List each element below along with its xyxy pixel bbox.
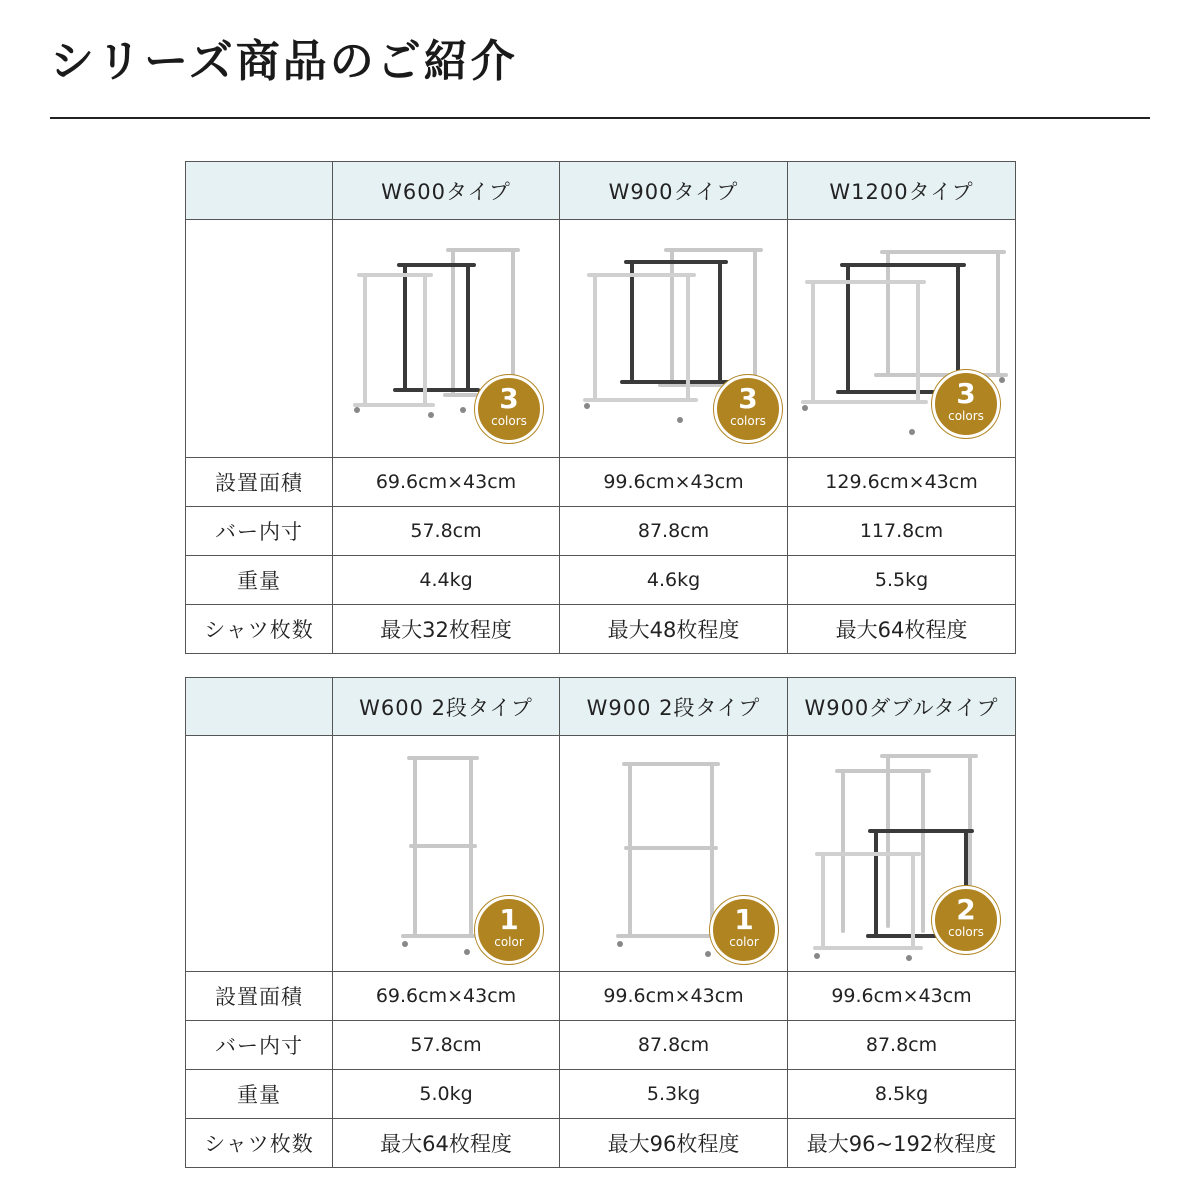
shirts-value: 最大48枚程度: [560, 605, 788, 654]
product-image-cell: [333, 220, 560, 458]
table-row-bar: [186, 1021, 1016, 1070]
row-label: シャツ枚数: [186, 1119, 333, 1168]
badge-label: colors: [730, 414, 766, 428]
title-divider: [50, 117, 1150, 119]
weight-value: 4.4kg: [333, 556, 560, 605]
product-image-cell: [560, 220, 788, 458]
bar-value: 117.8cm: [788, 507, 1016, 556]
row-label: 設置面積: [186, 972, 333, 1021]
shirts-value: 最大64枚程度: [333, 1119, 560, 1168]
shirts-value: 最大96枚程度: [560, 1119, 788, 1168]
table-row-weight: [186, 1070, 1016, 1119]
badge-number: 1: [499, 903, 519, 936]
header-blank-cell: [186, 678, 333, 736]
bar-value: 57.8cm: [333, 507, 560, 556]
badge-number: 3: [738, 382, 758, 415]
shirts-value: 最大96~192枚程度: [788, 1119, 1016, 1168]
product-name: W600タイプ: [333, 162, 560, 220]
table-row-area: [186, 972, 1016, 1021]
image-blank-cell: [186, 736, 333, 972]
row-label: バー内寸: [186, 507, 333, 556]
shirts-value: 最大32枚程度: [333, 605, 560, 654]
image-row: [186, 736, 1016, 972]
header-blank-cell: [186, 162, 333, 220]
badge-label: colors: [948, 409, 984, 423]
color-count-badge: [932, 886, 1000, 954]
weight-value: 5.0kg: [333, 1070, 560, 1119]
area-value: 99.6cm×43cm: [560, 458, 788, 507]
weight-value: 8.5kg: [788, 1070, 1016, 1119]
badge-number: 2: [956, 893, 976, 926]
row-label: 設置面積: [186, 458, 333, 507]
weight-value: 5.3kg: [560, 1070, 788, 1119]
table-row-shirts: [186, 605, 1016, 654]
shirts-value: 最大64枚程度: [788, 605, 1016, 654]
badge-number: 1: [734, 903, 754, 936]
table-header-row: [186, 162, 1016, 220]
badge-label: color: [494, 935, 524, 949]
bar-value: 87.8cm: [560, 507, 788, 556]
table-row-area: [186, 458, 1016, 507]
badge-label: colors: [491, 414, 527, 428]
product-image-cell: [560, 736, 788, 972]
spec-table-standard: [185, 161, 1016, 654]
bar-value: 87.8cm: [788, 1021, 1016, 1070]
row-label: 重量: [186, 1070, 333, 1119]
product-name: W900ダブルタイプ: [788, 678, 1016, 736]
row-label: 重量: [186, 556, 333, 605]
product-name: W900タイプ: [560, 162, 788, 220]
color-count-badge: [475, 375, 543, 443]
image-row: [186, 220, 1016, 458]
weight-value: 4.6kg: [560, 556, 788, 605]
color-count-badge: [710, 896, 778, 964]
badge-number: 3: [956, 377, 976, 410]
area-value: 99.6cm×43cm: [788, 972, 1016, 1021]
product-name: W600 2段タイプ: [333, 678, 560, 736]
badge-label: color: [729, 935, 759, 949]
badge-label: colors: [948, 925, 984, 939]
product-image-cell: [788, 736, 1016, 972]
product-name: W900 2段タイプ: [560, 678, 788, 736]
area-value: 129.6cm×43cm: [788, 458, 1016, 507]
area-value: 69.6cm×43cm: [333, 458, 560, 507]
color-count-badge: [475, 896, 543, 964]
area-value: 69.6cm×43cm: [333, 972, 560, 1021]
table-row-shirts: [186, 1119, 1016, 1168]
color-count-badge: [932, 370, 1000, 438]
weight-value: 5.5kg: [788, 556, 1016, 605]
table-header-row: [186, 678, 1016, 736]
page-title: シリーズ商品のご紹介: [50, 36, 518, 87]
color-count-badge: [714, 375, 782, 443]
bar-value: 57.8cm: [333, 1021, 560, 1070]
badge-number: 3: [499, 382, 519, 415]
row-label: バー内寸: [186, 1021, 333, 1070]
product-image-cell: [788, 220, 1016, 458]
product-image-cell: [333, 736, 560, 972]
product-name: W1200タイプ: [788, 162, 1016, 220]
area-value: 99.6cm×43cm: [560, 972, 788, 1021]
table-row-weight: [186, 556, 1016, 605]
image-blank-cell: [186, 220, 333, 458]
table-row-bar: [186, 507, 1016, 556]
row-label: シャツ枚数: [186, 605, 333, 654]
bar-value: 87.8cm: [560, 1021, 788, 1070]
spec-table-two-tier: [185, 677, 1016, 1168]
